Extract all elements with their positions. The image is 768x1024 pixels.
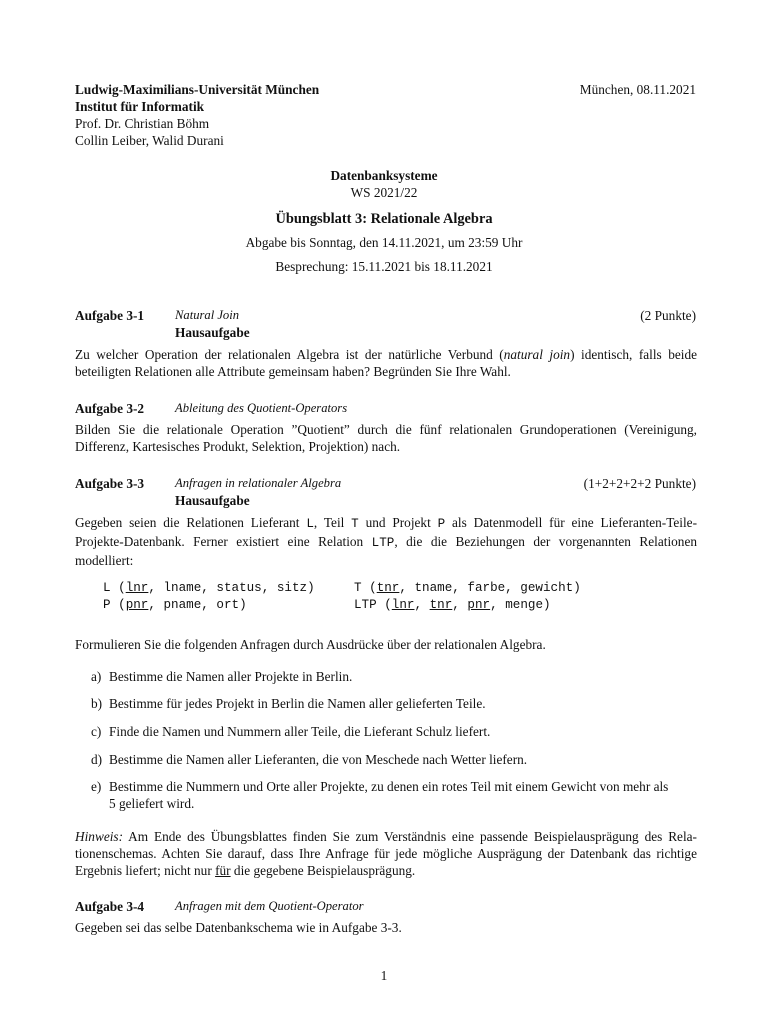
course-title: Datenbanksysteme (330, 168, 438, 183)
task-label: Aufgabe 3-2 (75, 401, 145, 416)
relation-schema-L: L (lnr, lname, status, sitz) (103, 581, 315, 595)
task-intro (75, 514, 697, 569)
relation-schema-LTP: LTP (lnr, tnr, pnr, menge) (354, 598, 551, 612)
task-topic: Ableitung des Quotient-Operators (175, 401, 348, 415)
task-topic: Natural Join (175, 308, 240, 322)
document-date: München, 08.11.2021 (579, 82, 696, 97)
professor-name: Prof. Dr. Christian Böhm (75, 116, 210, 131)
text-line: Differenz, Kartesisches Produkt, Selektion, Projektion) nach. (75, 439, 401, 454)
task-label: Aufgabe 3-1 (75, 308, 145, 323)
text-line: tionenschemas. Achten Sie darauf, dass Ihre Anfrage für jede mögliche Ausprägung der Datenbank das richtige (75, 846, 697, 861)
semester: WS 2021/22 (350, 185, 418, 200)
text-line: modelliert: (75, 553, 134, 568)
relation-schema-T: T (tnr, tname, farbe, gewicht) (354, 581, 581, 595)
discussion-dates: Besprechung: 15.11.2021 bis 18.11.2021 (275, 259, 493, 274)
homework-label: Hausaufgabe (175, 325, 250, 340)
homework-label: Hausaufgabe (175, 493, 250, 508)
query-prompt: Formulieren Sie die folgenden Anfragen durch Ausdrücke über der relationalen Algebra. (75, 637, 546, 652)
university-name: Ludwig-Maximilians-Universität München (75, 82, 320, 97)
task-topic: Anfragen mit dem Quotient-Operator (175, 899, 364, 913)
list-item: b) Bestimme für jedes Projekt in Berlin die Namen aller gelieferten Teile. (91, 696, 486, 711)
task-label: Aufgabe 3-3 (75, 476, 145, 491)
task-label: Aufgabe 3-4 (75, 899, 145, 914)
task-points: (1+2+2+2+2 Punkte) (583, 476, 696, 491)
hint-label: Hinweis: (75, 829, 124, 844)
list-item: c) Finde die Namen und Nummern aller Teile, die Lieferant Schulz liefert. (91, 724, 491, 739)
task-points: (2 Punkte) (640, 308, 696, 323)
tutor-names: Collin Leiber, Walid Durani (75, 133, 224, 148)
text-line: Ergebnis liefert; nicht nur für die gegebene Beispielausprägung. (75, 863, 416, 878)
list-item-continuation: 5 geliefert wird. (109, 796, 195, 811)
text-line: Bilden Sie die relationale Operation ”Quotient” durch die fünf relationalen Grundoperationen (Vereinigung, (75, 422, 697, 437)
submission-deadline: Abgabe bis Sonntag, den 14.11.2021, um 23:59 Uhr (245, 235, 523, 250)
sheet-title: Übungsblatt 3: Relationale Algebra (275, 211, 493, 227)
page-number: 1 (380, 968, 388, 983)
text-line: beteiligten Relationen alle Attribute gemeinsam haben? Begründen Sie Ihre Wahl. (75, 364, 511, 379)
relation-schema-P: P (pnr, pname, ort) (103, 598, 247, 612)
task-text: Gegeben sei das selbe Datenbankschema wie in Aufgabe 3-3. (75, 920, 402, 935)
text-line: Hinweis: Am Ende des Übungsblattes finden Sie zum Verständnis eine passende Beispielausprägung des Rela- (75, 829, 697, 844)
institute-name: Institut für Informatik (75, 99, 205, 114)
text-line: Projekte-Datenbank. Ferner existiert eine Relation LTP, die die Beziehungen der vorgenannten Relationen (75, 534, 697, 550)
text-line: Gegeben seien die Relationen Lieferant L, Teil T und Projekt P als Datenmodell für eine Lieferanten-Teile- (75, 515, 698, 531)
hint-text (75, 828, 697, 879)
list-item: a) Bestimme die Namen aller Projekte in Berlin. (91, 669, 353, 684)
list-item: d) Bestimme die Namen aller Lieferanten, die von Meschede nach Wetter liefern. (91, 752, 528, 767)
task-topic: Anfragen in relationaler Algebra (175, 476, 342, 490)
task-text (75, 346, 697, 380)
task-text (75, 421, 697, 455)
list-item: e) Bestimme die Nummern und Orte aller Projekte, zu denen ein rotes Teil mit einem Gewicht von mehr als (91, 779, 669, 794)
text-line: Zu welcher Operation der relationalen Algebra ist der natürliche Verbund (natural join) identisch, falls beide (75, 347, 698, 362)
